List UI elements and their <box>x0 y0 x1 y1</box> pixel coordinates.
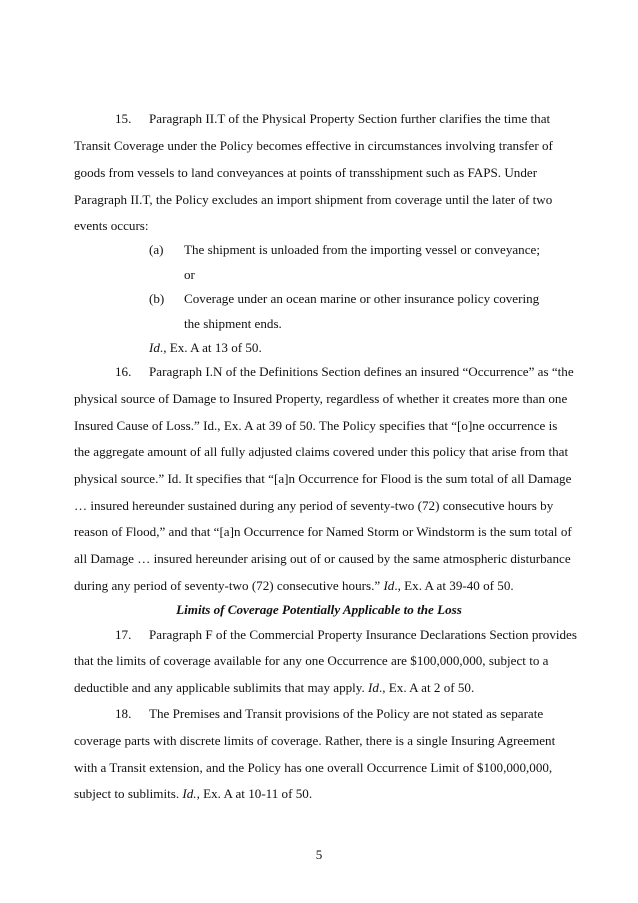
list-item-text: The shipment is unloaded from the importing vessel or conveyance; <box>184 242 540 257</box>
page-number: 5 <box>315 847 323 862</box>
paragraph-line: Paragraph II.T, the Policy excludes an import shipment from coverage until the later of two <box>74 192 553 207</box>
paragraph-line: The Premises and Transit provisions of the Policy are not stated as separate <box>149 706 544 721</box>
paragraph-line: coverage parts with discrete limits of coverage. Rather, there is a single Insuring Agreement <box>74 733 556 748</box>
paragraph-line: Transit Coverage under the Policy becomes effective in circumstances involving transfer of <box>74 138 553 153</box>
paragraph-line: subject to sublimits. Id., Ex. A at 10-11 of 50. <box>74 786 313 801</box>
list-item-text: or <box>184 267 195 282</box>
list-item-label: (a) <box>149 242 164 257</box>
citation: Id., Ex. A at 13 of 50. <box>149 340 262 355</box>
paragraph-line: physical source of Damage to Insured Property, regardless of whether it creates more than one <box>74 391 568 406</box>
paragraph-line: … insured hereunder sustained during any period of seventy-two (72) consecutive hours by <box>74 498 554 513</box>
section-heading: Limits of Coverage Potentially Applicable to the Loss <box>176 602 462 617</box>
paragraph-line: goods from vessels to land conveyances at points of transshipment such as FAPS. Under <box>74 165 538 180</box>
list-item-text: the shipment ends. <box>184 316 282 331</box>
list-item-label: (b) <box>149 291 165 306</box>
paragraph-line: physical source.” Id. It specifies that “[a]n Occurrence for Flood is the sum total of all Damage <box>74 471 572 486</box>
paragraph-line: with a Transit extension, and the Policy has one overall Occurrence Limit of $100,000,000, <box>74 760 553 775</box>
paragraph-line: Insured Cause of Loss.” Id., Ex. A at 39 of 50. The Policy specifies that “[o]ne occurrence is <box>74 418 558 433</box>
list-item-text: Coverage under an ocean marine or other insurance policy covering <box>184 291 540 306</box>
paragraph-line: deductible and any applicable sublimits that may apply. Id., Ex. A at 2 of 50. <box>74 680 475 695</box>
paragraph-line: all Damage … insured hereunder arising out of or caused by the same atmospheric disturbance <box>74 551 571 566</box>
paragraph-line: events occurs: <box>74 218 149 233</box>
paragraph-number: 15. <box>115 111 132 126</box>
paragraph-line: Paragraph I.N of the Definitions Section defines an insured “Occurrence” as “the <box>149 364 574 379</box>
paragraph-number: 18. <box>115 706 132 721</box>
paragraph-line: reason of Flood,” and that “[a]n Occurrence for Named Storm or Windstorm is the sum total of <box>74 524 572 539</box>
paragraph-number: 16. <box>115 364 132 379</box>
paragraph-number: 17. <box>115 627 132 642</box>
paragraph-line: the aggregate amount of all fully adjusted claims covered under this policy that arise from that <box>74 444 569 459</box>
paragraph-line: Paragraph F of the Commercial Property Insurance Declarations Section provides <box>149 627 577 642</box>
paragraph-line: that the limits of coverage available for any one Occurrence are $100,000,000, subject to a <box>74 653 549 668</box>
paragraph-line: Paragraph II.T of the Physical Property Section further clarifies the time that <box>149 111 551 126</box>
paragraph-line: during any period of seventy-two (72) consecutive hours.” Id., Ex. A at 39-40 of 50. <box>74 578 514 593</box>
